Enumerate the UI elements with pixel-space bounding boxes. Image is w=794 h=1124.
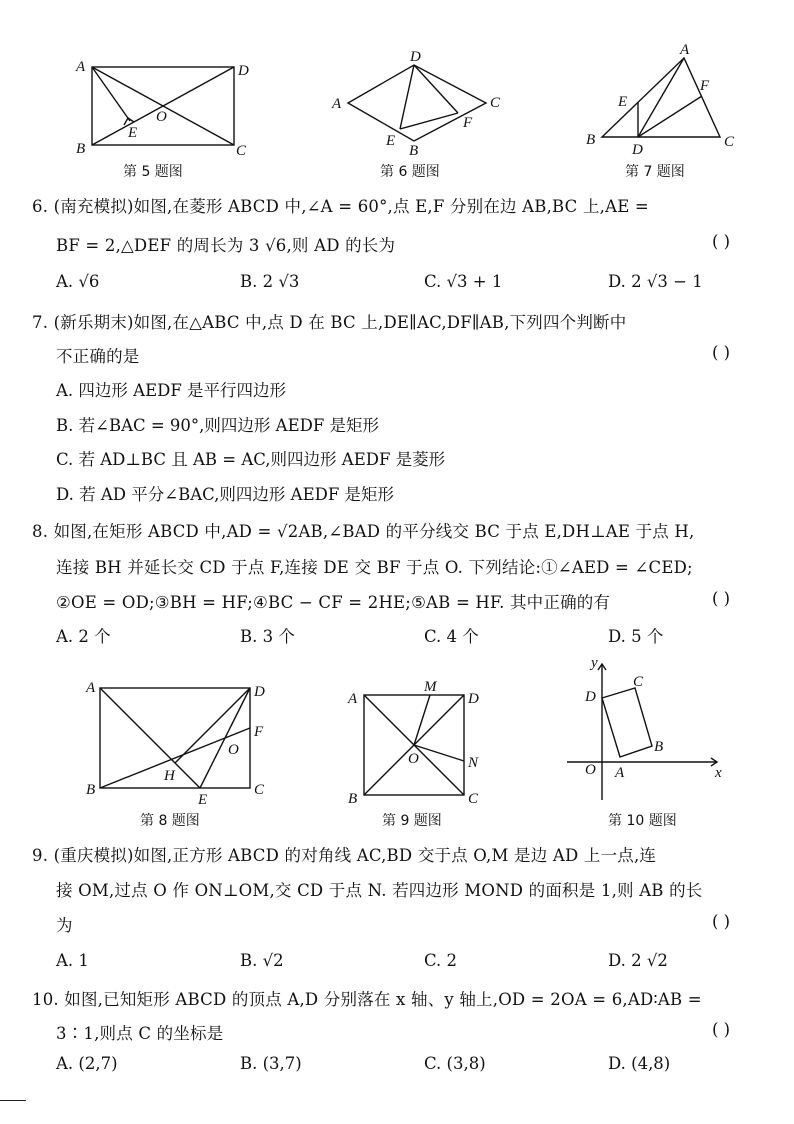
figure-6: [330, 45, 510, 164]
label-E: E: [128, 125, 138, 141]
label-E: E: [618, 94, 628, 110]
figure-8-diagram: [80, 672, 280, 807]
label-D: D: [632, 142, 643, 158]
question-8-answer-blank: ( ): [712, 589, 731, 608]
question-8-option-d: D. 5 个: [608, 627, 664, 646]
label-E: E: [386, 133, 396, 149]
label-D: D: [254, 684, 265, 700]
label-B: B: [654, 739, 664, 755]
question-8-line-3: ②OE = OD;③BH = HF;④BC − CF = 2HE;⑤AB = HF. 其中正确的有: [56, 593, 611, 612]
label-C: C: [468, 791, 479, 807]
label-A: A: [348, 691, 358, 707]
label-B: B: [76, 141, 86, 157]
question-10-option-d: D. (4,8): [608, 1054, 671, 1073]
label-x: x: [715, 765, 722, 781]
question-9-option-a: A. 1: [56, 951, 89, 970]
question-7-answer-blank: ( ): [712, 343, 731, 362]
question-9-line-3: 为: [56, 916, 73, 935]
label-C: C: [633, 674, 644, 690]
question-10-option-a: A. (2,7): [56, 1054, 118, 1073]
figure-8: [80, 672, 280, 811]
question-10-option-c: C. (3,8): [424, 1054, 486, 1073]
figure-5-diagram: [70, 55, 250, 160]
question-7-option-c: C. 若 AD⊥BC 且 AB = AC,则四边形 AEDF 是菱形: [56, 450, 446, 469]
figure-10-caption: 第 10 题图: [608, 813, 677, 829]
figure-10-diagram: [565, 650, 735, 805]
question-6-line-1: 6. (南充模拟)如图,在菱形 ABCD 中,∠A = 60°,点 E,F 分别在边 AB,BC 上,AE =: [32, 197, 649, 216]
label-O: O: [585, 762, 596, 778]
label-C: C: [724, 134, 735, 150]
figure-9-caption: 第 9 题图: [382, 813, 442, 829]
figure-10: [565, 650, 735, 809]
question-9-option-d: D. 2 √2: [608, 951, 668, 970]
label-D: D: [468, 691, 479, 707]
question-6-option-d: D. 2 √3 − 1: [608, 272, 703, 291]
figure-7-caption: 第 7 题图: [625, 164, 685, 180]
label-N: N: [468, 755, 479, 771]
page-bottom-rule: [0, 1100, 26, 1101]
question-9-option-c: C. 2: [424, 951, 458, 970]
question-10-line-1: 10. 如图,已知矩形 ABCD 的顶点 A,D 分别落在 x 轴、y 轴上,OD = 2OA = 6,AD∶AB =: [32, 990, 702, 1009]
figure-9-diagram: [340, 675, 500, 810]
question-9-line-2: 接 OM,过点 O 作 ON⊥OM,交 CD 于点 N. 若四边形 MOND 的面积是 1,则 AB 的长: [56, 881, 703, 900]
figure-5-caption: 第 5 题图: [123, 164, 183, 180]
label-O: O: [228, 742, 239, 758]
label-A: A: [86, 680, 96, 696]
question-8-line-1: 8. 如图,在矩形 ABCD 中,AD = √2AB,∠BAD 的平分线交 BC 于点 E,DH⊥AE 于点 H,: [32, 522, 695, 541]
label-D: D: [410, 49, 421, 65]
question-9-option-b: B. √2: [240, 951, 284, 970]
question-10-answer-blank: ( ): [712, 1020, 731, 1039]
question-6-option-b: B. 2 √3: [240, 272, 300, 291]
question-10-line-2: 3∶1,则点 C 的坐标是: [56, 1024, 224, 1043]
label-M: M: [424, 679, 437, 695]
label-C: C: [490, 95, 501, 111]
question-9-line-1: 9. (重庆模拟)如图,正方形 ABCD 的对角线 AC,BD 交于点 O,M 是边 AD 上一点,连: [32, 846, 657, 865]
question-8-line-2: 连接 BH 并延长交 CD 于点 F,连接 DE 交 BF 于点 O. 下列结论:①∠AED = ∠CED;: [56, 558, 693, 577]
label-y: y: [591, 655, 598, 671]
label-B: B: [86, 782, 96, 798]
question-7-option-d: D. 若 AD 平分∠BAC,则四边形 AEDF 是矩形: [56, 485, 395, 504]
label-H: H: [164, 768, 175, 784]
question-8-option-a: A. 2 个: [56, 627, 111, 646]
question-9-answer-blank: ( ): [712, 912, 731, 931]
label-F: F: [463, 115, 473, 131]
figure-6-diagram: [330, 45, 510, 160]
label-B: B: [409, 143, 419, 159]
question-7-option-a: A. 四边形 AEDF 是平行四边形: [56, 381, 287, 400]
label-B: B: [586, 132, 596, 148]
label-A: A: [332, 96, 342, 112]
label-D: D: [238, 63, 249, 79]
figure-5: [70, 55, 250, 164]
label-O: O: [156, 109, 167, 125]
label-A: A: [76, 59, 86, 75]
figure-7: [580, 40, 750, 164]
figure-8-caption: 第 8 题图: [140, 813, 200, 829]
label-A: A: [615, 765, 625, 781]
label-O: O: [408, 751, 419, 767]
label-E: E: [198, 792, 208, 808]
label-D: D: [585, 689, 596, 705]
figure-7-diagram: [580, 40, 750, 160]
label-C: C: [236, 143, 247, 159]
question-6-option-c: C. √3 + 1: [424, 272, 503, 291]
figure-9: [340, 675, 500, 814]
label-F: F: [700, 78, 710, 94]
question-7-line-1: 7. (新乐期末)如图,在△ABC 中,点 D 在 BC 上,DE∥AC,DF∥AB,下列四个判断中: [32, 313, 627, 332]
question-6-line-2: BF = 2,△DEF 的周长为 3 √6,则 AD 的长为: [56, 236, 396, 255]
question-8-option-c: C. 4 个: [424, 627, 479, 646]
question-6-answer-blank: ( ): [712, 232, 731, 251]
label-C: C: [254, 782, 265, 798]
figure-6-caption: 第 6 题图: [380, 164, 440, 180]
question-8-option-b: B. 3 个: [240, 627, 295, 646]
question-7-option-b: B. 若∠BAC = 90°,则四边形 AEDF 是矩形: [56, 416, 380, 435]
label-B: B: [348, 791, 358, 807]
question-7-line-2: 不正确的是: [56, 347, 140, 366]
question-10-option-b: B. (3,7): [240, 1054, 302, 1073]
label-F: F: [254, 724, 264, 740]
label-A: A: [680, 42, 690, 58]
question-6-option-a: A. √6: [56, 272, 100, 291]
